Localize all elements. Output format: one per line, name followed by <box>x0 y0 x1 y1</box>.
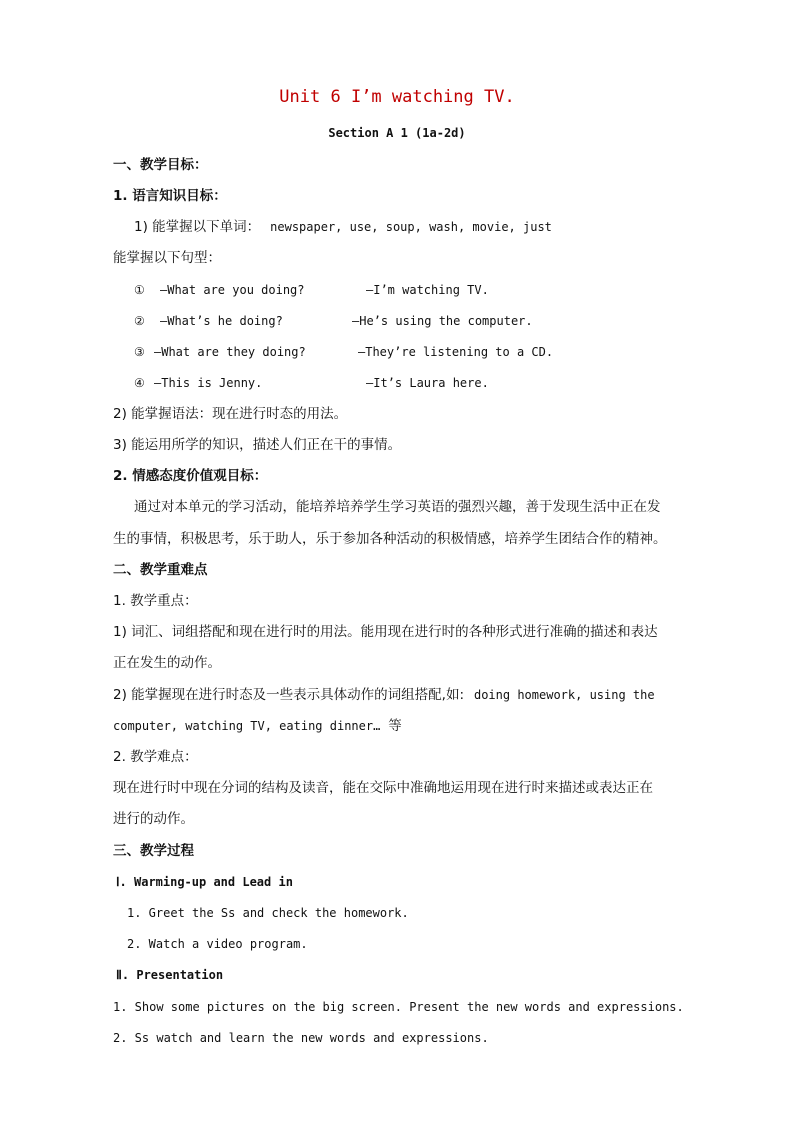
pattern-number: ④ <box>134 376 145 390</box>
patterns-label: 能掌握以下句型： <box>113 250 221 266</box>
key-point-suffix: 等 <box>388 718 402 734</box>
pattern-number: ③ <box>134 345 145 359</box>
pattern-question: —This is Jenny. <box>154 376 263 390</box>
key-point-examples: computer, watching TV, eating dinner… <box>113 719 381 733</box>
paragraph-line: 通过对本单元的学习活动，能培养培养学生学习英语的强烈兴趣，善于发现生活中正在发 <box>134 499 661 515</box>
subheading-language-knowledge: 1. 语言知识目标： <box>113 188 227 204</box>
section-heading-objectives: 一、教学目标： <box>113 157 208 173</box>
pattern-number: ① <box>134 283 145 297</box>
paragraph-line: 生的事情，积极思考，乐于助人，乐于参加各种活动的积极情感，培养学生团结合作的精神。 <box>113 531 667 547</box>
pattern-answer: —They’re listening to a CD. <box>358 345 554 359</box>
pattern-answer: —He’s using the computer. <box>352 314 533 328</box>
section-heading-process: 三、教学过程 <box>113 843 194 859</box>
process-step: 1. Show some pictures on the big screen. Present the new words and expressions. <box>113 1000 684 1014</box>
process-step: 1. Greet the Ss and check the homework. <box>127 906 409 920</box>
document-title: Unit 6 I’m watching TV. <box>279 87 515 107</box>
key-point-line <box>113 687 655 703</box>
difficulty-label: 2. 教学难点： <box>113 749 198 765</box>
pattern-row <box>134 313 533 329</box>
key-point-line <box>113 718 402 734</box>
pattern-answer: —I’m watching TV. <box>366 283 489 297</box>
document-subtitle: Section A 1 (1a-2d) <box>328 126 466 140</box>
pattern-question: —What’s he doing? <box>160 314 283 328</box>
difficulty-line: 进行的动作。 <box>113 811 194 827</box>
process-step: 2. Ss watch and learn the new words and expressions. <box>113 1031 489 1045</box>
pattern-number: ② <box>134 314 145 328</box>
pattern-row <box>134 282 489 298</box>
pattern-answer: —It’s Laura here. <box>366 376 489 390</box>
objective-item-application: 3) 能运用所学的知识，描述人们正在干的事情。 <box>113 437 402 453</box>
section-heading-key-points: 二、教学重难点 <box>113 562 208 578</box>
key-point-line: 正在发生的动作。 <box>113 655 221 671</box>
key-point-prefix: 2) 能掌握现在进行时态及一些表示具体动作的词组搭配,如: <box>113 687 464 703</box>
key-point-line: 1) 词汇、词组搭配和现在进行时的用法。能用现在进行时的各种形式进行准确的描述和表达 <box>113 624 658 640</box>
pattern-question: —What are they doing? <box>154 345 306 359</box>
part-title-presentation: Ⅱ. Presentation <box>116 968 224 982</box>
subheading-emotional-goals: 2. 情感态度价值观目标： <box>113 468 268 484</box>
objective-item-grammar: 2) 能掌握语法：现在进行时态的用法。 <box>113 406 348 422</box>
part-title-warmup: Ⅰ. Warming-up and Lead in <box>116 875 293 889</box>
pattern-row <box>134 344 554 360</box>
key-points-label: 1. 教学重点： <box>113 593 198 609</box>
process-step: 2. Watch a video program. <box>127 937 308 951</box>
difficulty-line: 现在进行时中现在分词的结构及读音，能在交际中准确地运用现在进行时来描述或表达正在 <box>113 780 653 796</box>
pattern-question: —What are you doing? <box>160 283 305 297</box>
vocab-prefix: 1) 能掌握以下单词： <box>134 219 261 235</box>
vocab-line <box>134 219 552 235</box>
key-point-examples: doing homework, using the <box>473 688 655 702</box>
vocab-words: newspaper, use, soup, wash, movie, just <box>270 220 552 234</box>
pattern-row <box>134 375 489 391</box>
